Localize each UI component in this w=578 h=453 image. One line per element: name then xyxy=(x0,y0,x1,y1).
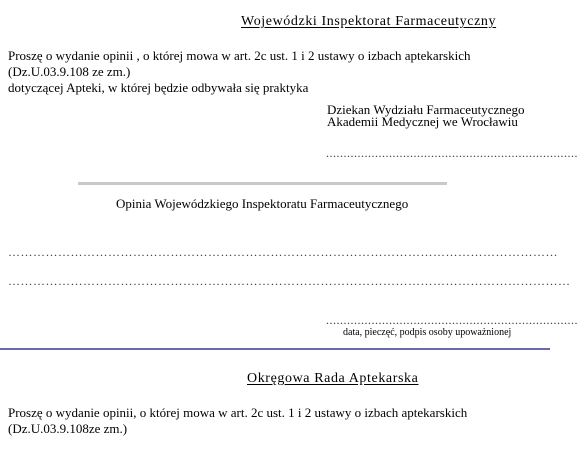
dean-signature-line: ........................................................................ xyxy=(326,146,578,160)
council-request-line-2: (Dz.U.03.9.108ze zm.) xyxy=(8,421,128,436)
addressee-line-1: Dziekan Wydziału Farmaceutycznego xyxy=(327,102,525,117)
addressee-line-2: Akademii Medycznej we Wrocławiu xyxy=(327,114,518,129)
opinion-dotted-line-1: …………………………………………………………………………………………………………………… xyxy=(8,245,558,259)
opinion-title: Opinia Wojewódzkiego Inspektoratu Farmaceutycznego xyxy=(116,196,409,211)
request-line-3: dotyczącej Apteki, w której będzie odbywała się praktyka xyxy=(8,80,309,95)
pharmacy-council-heading: Okręgowa Rada Aptekarska xyxy=(247,371,419,386)
request-line-1: Proszę o wydanie opinii , o której mowa w art. 2c ust. 1 i 2 ustawy o izbach aptekarskich xyxy=(8,48,471,63)
opinion-signature-line: ........................................................................ xyxy=(326,313,578,327)
request-line-2: (Dz.U.03.9.108 ze zm.) xyxy=(8,64,131,79)
inspectorate-heading: Wojewódzki Inspektorat Farmaceutyczny xyxy=(241,14,497,29)
signature-caption: data, pieczęć, podpis osoby upoważnionej xyxy=(343,327,512,338)
opinion-dotted-line-2: ……………………………………………………………………………………………………………………… xyxy=(8,274,571,288)
council-request-line-1: Proszę o wydanie opinii, o której mowa w art. 2c ust. 1 i 2 ustawy o izbach aptekarskich xyxy=(8,405,468,420)
section-divider-blue xyxy=(0,348,550,350)
section-divider-gray xyxy=(78,182,447,185)
